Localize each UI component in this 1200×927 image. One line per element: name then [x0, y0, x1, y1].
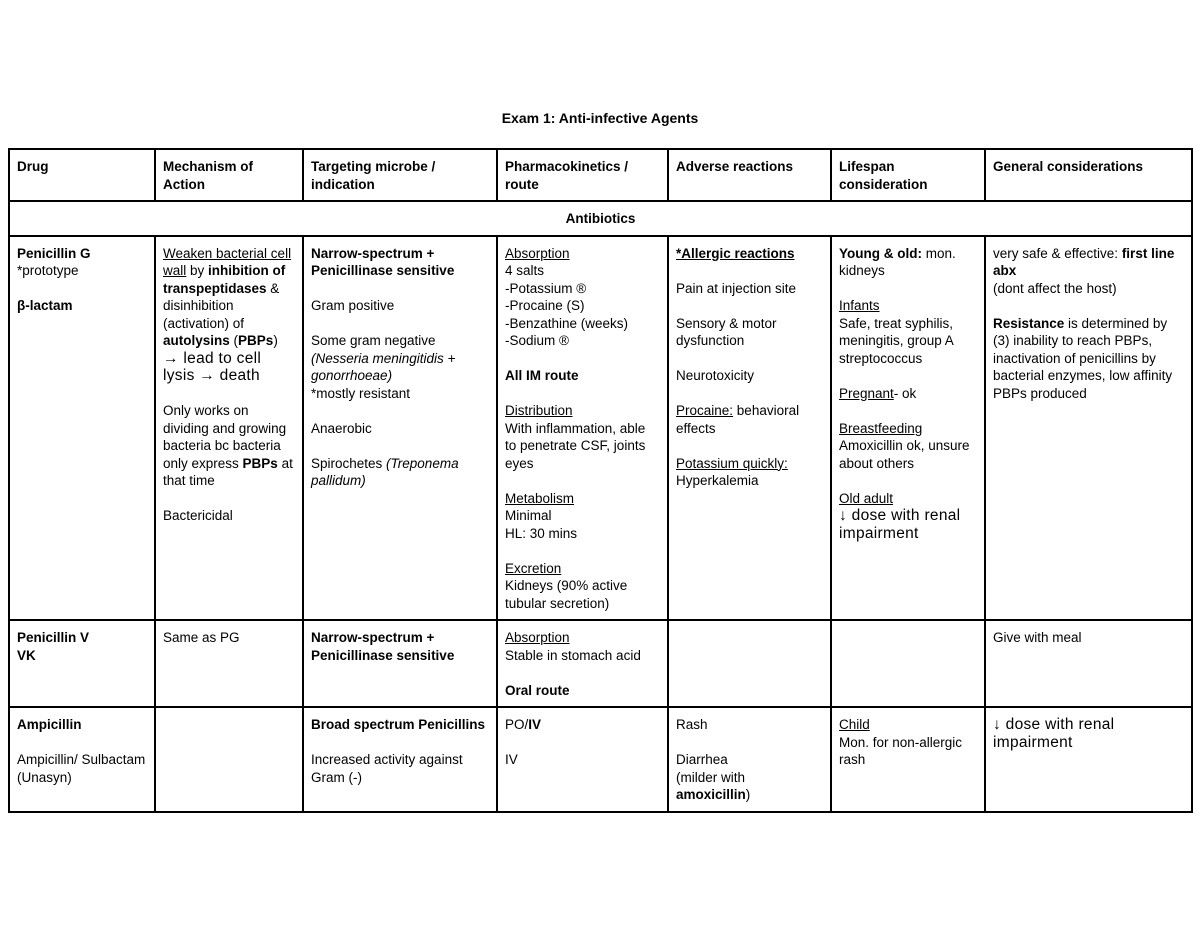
adverse-item: Neurotoxicity [676, 368, 755, 383]
adverse-item: Rash [676, 717, 708, 732]
header-adverse: Adverse reactions [668, 149, 831, 201]
lifespan-item: ↓ dose with renal impairment [839, 507, 961, 542]
table-row [9, 620, 1192, 707]
cell-general [985, 236, 1192, 621]
header-lifespan: Lifespan consideration [831, 149, 985, 201]
lifespan-item: Amoxicillin ok, unsure about others [839, 438, 970, 471]
pk-route: IV [505, 752, 518, 767]
adverse-item: Pain at injection site [676, 280, 797, 296]
target-item: Some gram negative [311, 333, 436, 348]
mech-text: PBPs [238, 333, 274, 348]
cell-mechanism [155, 236, 303, 621]
lifespan-heading: Breastfeeding [839, 420, 923, 436]
section-row [9, 201, 1192, 236]
header-mechanism: Mechanism of Action [155, 149, 303, 201]
cell-drug [9, 236, 155, 621]
mech-bactericidal: Bactericidal [163, 508, 233, 523]
pk-heading: Absorption [505, 245, 570, 261]
lifespan-heading: Pregnant [839, 385, 894, 401]
target-item: Gram positive [311, 298, 395, 313]
cell-target [303, 707, 497, 812]
cell-lifespan [831, 707, 985, 812]
adverse-item: Potassium quickly: [676, 455, 788, 471]
lifespan-item: mon. kidneys [839, 245, 956, 278]
mech-text: autolysins [163, 333, 230, 348]
pk-route: PO/ [505, 717, 529, 732]
general-item: Resistance [993, 315, 1065, 331]
cell-drug [9, 620, 155, 707]
adverse-item: Procaine: [676, 403, 734, 418]
cell-drug [9, 707, 155, 812]
drug-combo: Ampicillin/ Sulbactam (Unasyn) [17, 752, 146, 785]
cell-adverse [668, 236, 831, 621]
pk-item: Kidneys (90% active tubular secretion) [505, 578, 628, 611]
header-general: General considerations [985, 149, 1192, 201]
adverse-item: (milder with [676, 769, 746, 785]
target-spectrum: Broad spectrum Penicillins [311, 717, 486, 732]
pk-item: Stable in stomach acid [505, 647, 641, 663]
pk-route: Oral route [505, 682, 570, 698]
lifespan-heading: Infants [839, 298, 880, 313]
lifespan-item: - ok [893, 385, 917, 401]
adverse-item: amoxicillin [676, 787, 746, 802]
page-title: Exam 1: Anti-infective Agents [501, 110, 699, 126]
pk-heading: Metabolism [505, 490, 575, 506]
header-pharmacokinetics: Pharmacokinetics / route [497, 149, 668, 201]
lifespan-item: Young & old: [839, 245, 922, 261]
drug-name: VK [17, 647, 36, 663]
target-item: Anaerobic [311, 420, 372, 436]
mech-text: & disinhibition (activation) of [163, 280, 280, 331]
adverse-heading: *Allergic reactions [676, 245, 795, 261]
drug-name: Penicillin G [17, 245, 91, 261]
header-target: Targeting microbe / indication [303, 149, 497, 201]
drug-table [8, 148, 1193, 813]
pk-item: HL: 30 mins [505, 525, 578, 541]
drug-class: β-lactam [17, 298, 73, 313]
pk-route: All IM route [505, 368, 579, 383]
mech-text: Same as PG [163, 630, 240, 645]
pk-item: -Potassium ® [505, 280, 587, 296]
adverse-item: ) [745, 787, 751, 802]
section-antibiotics: Antibiotics [9, 201, 1192, 236]
table-row [9, 236, 1192, 621]
mech-text: Only works on dividing and growing bacteria bc bacteria only express [163, 403, 287, 471]
cell-lifespan [831, 620, 985, 707]
pk-item: With inflammation, able to penetrate CSF, joints eyes [505, 420, 646, 471]
mech-text: PBPs [242, 455, 278, 471]
adverse-item: Diarrhea [676, 752, 728, 767]
pk-heading: Absorption [505, 630, 570, 645]
pk-item: -Sodium ® [505, 333, 569, 348]
general-item: very safe & effective: [993, 245, 1122, 261]
mech-text: ( [229, 333, 239, 348]
cell-target [303, 236, 497, 621]
target-item: (Treponema pallidum) [311, 455, 459, 488]
mech-text: Weaken bacterial cell wall [163, 245, 292, 278]
cell-lifespan [831, 236, 985, 621]
header-row [9, 149, 1192, 201]
target-item: *mostly resistant [311, 385, 411, 401]
pk-route: IV [528, 717, 542, 732]
pk-item: 4 salts [505, 263, 545, 278]
table-row [9, 707, 1192, 812]
cell-pharmacokinetics [497, 707, 668, 812]
pk-item: -Benzathine (weeks) [505, 315, 629, 331]
lifespan-item: Mon. for non-allergic rash [839, 734, 963, 767]
drug-note: *prototype [17, 263, 79, 278]
cell-mechanism [155, 707, 303, 812]
general-item: first line abx [993, 245, 1175, 278]
drug-name: Ampicillin [17, 717, 82, 732]
general-item: Give with meal [993, 630, 1082, 645]
drug-name: Penicillin V [17, 630, 90, 645]
cell-adverse [668, 620, 831, 707]
pk-heading: Excretion [505, 560, 562, 576]
lifespan-item: Safe, treat syphilis, meningitis, group A streptococcus [839, 315, 954, 366]
header-drug: Drug [9, 149, 155, 201]
target-spectrum: Narrow-spectrum + Penicillinase sensitive [311, 630, 455, 663]
cell-pharmacokinetics [497, 620, 668, 707]
target-item: Increased activity against Gram (-) [311, 752, 463, 785]
pk-item: Minimal [505, 508, 552, 523]
target-item: Spirochetes [311, 455, 387, 471]
cell-pharmacokinetics [497, 236, 668, 621]
cell-mechanism [155, 620, 303, 707]
cell-general [985, 620, 1192, 707]
mech-text: at that time [163, 455, 293, 488]
general-item: (dont affect the host) [993, 280, 1117, 296]
cell-general [985, 707, 1192, 812]
mech-text: by [186, 263, 209, 278]
target-item: (Nesseria meningitidis + gonorrhoeae) [311, 350, 456, 383]
target-spectrum: Narrow-spectrum + Penicillinase sensitive [311, 245, 455, 278]
pk-heading: Distribution [505, 403, 573, 418]
adverse-item: Hyperkalemia [676, 473, 759, 488]
adverse-item: behavioral effects [676, 403, 800, 436]
lifespan-heading: Child [839, 717, 870, 732]
mech-text: inhibition of transpeptidases [163, 263, 286, 296]
general-item: is determined by (3) inability to reach PBPs, inactivation of penicillins by bacterial enzymes, low affinity PBPs produced [993, 315, 1173, 401]
cell-target [303, 620, 497, 707]
cell-adverse [668, 707, 831, 812]
mech-lysis: → lead to cell lysis → death [163, 349, 262, 384]
adverse-item: Sensory & motor dysfunction [676, 315, 777, 348]
mech-text: ) [273, 333, 278, 348]
general-item: ↓ dose with renal impairment [993, 716, 1115, 751]
pk-item: -Procaine (S) [505, 298, 585, 313]
lifespan-heading: Old adult [839, 490, 894, 506]
